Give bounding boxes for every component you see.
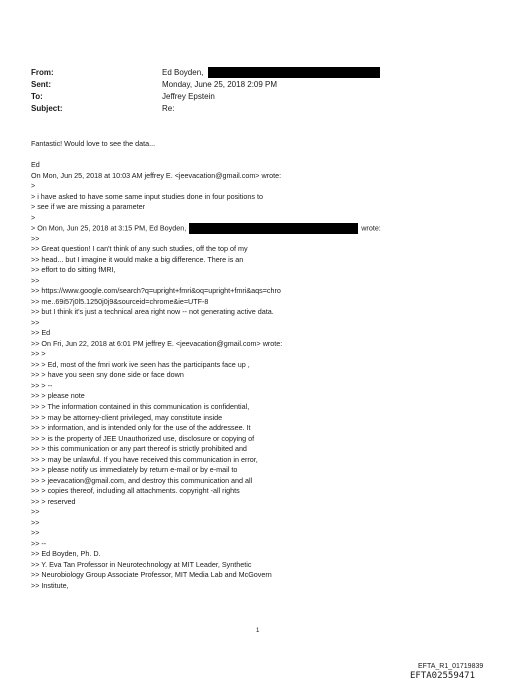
document-stamp-efta: EFTA02559471 (410, 671, 476, 681)
body-line-text: > On Mon, Jun 25, 2018 at 3:15 PM, Ed Boyden, (31, 223, 187, 233)
body-line: Fantastic! Would love to see the data... (31, 139, 156, 148)
body-line: > (31, 212, 36, 222)
body-line: Ed (31, 160, 40, 170)
body-line: >> > jeevacation@gmail.com, and destroy this communication and all (31, 475, 253, 485)
body-line: >> Neurobiology Group Associate Professor, MIT Media Lab and McGovern (31, 570, 272, 580)
subject-row (0, 103, 512, 115)
body-line: On Mon, Jun 25, 2018 at 10:03 AM jeffrey E. <jeevacation@gmail.com> wrote: (31, 170, 282, 180)
subject-label: Subject: (31, 104, 63, 113)
body-line: >> Ed Boyden, Ph. D. (31, 549, 101, 559)
body-line: >> Ed (31, 328, 51, 338)
body-line: >> > copies thereof, including all attachments. copyright -all rights (31, 486, 240, 496)
to-row (0, 91, 512, 103)
body-line: >> > reserved (31, 496, 76, 506)
body-line: >> > information, and is intended only for the use of the addressee. It (31, 423, 251, 433)
page-number: 1 (256, 628, 260, 634)
body-line: >> > please note (31, 391, 85, 401)
body-line: > see if we are missing a parameter (31, 202, 146, 212)
body-line: > (31, 181, 36, 191)
body-line: >> Institute, (31, 580, 69, 590)
body-line: >> (31, 233, 40, 243)
body-line: >> (31, 528, 40, 538)
body-line: >> > please notify us immediately by return e-mail or by e-mail to (31, 465, 238, 475)
to-value: Jeffrey Epstein (162, 92, 215, 101)
redaction-bar (189, 223, 358, 234)
body-line: >> > this communication or any part thereof is strictly prohibited and (31, 444, 247, 454)
from-row (0, 67, 512, 79)
body-line: >> (31, 517, 40, 527)
body-line: >> On Fri, Jun 22, 2018 at 6:01 PM jeffrey E. <jeevacation@gmail.com> wrote: (31, 338, 283, 348)
body-line: >> > have you seen sny done side or face down (31, 370, 184, 380)
body-line: >> Great question! I can't think of any such studies, off the top of my (31, 244, 248, 254)
body-line: >> https://www.google.com/search?q=upright+fmri&oq=upright+fmri&aqs=chro (31, 286, 281, 296)
body-line: >> (31, 507, 40, 517)
body-line: > i have asked to have some same input studies done in four positions to (31, 191, 263, 201)
document-stamp-id: EFTA_R1_01719839 (418, 663, 484, 670)
body-line: >> me..69i57j0l5.1250j0j9&sourceid=chrome&ie=UTF-8 (31, 296, 209, 306)
from-name: Ed Boyden, (162, 68, 204, 77)
body-line: >> head... but I imagine it would make a big difference. There is an (31, 254, 244, 264)
redaction-bar (208, 67, 380, 78)
body-line: >> Y. Eva Tan Professor in Neurotechnology at MIT Leader, Synthetic (31, 559, 252, 569)
body-line: >> > The information contained in this communication is confidential, (31, 402, 250, 411)
body-line: >> (31, 275, 40, 285)
body-line: >> > -- (31, 380, 53, 390)
sent-row (0, 79, 512, 91)
from-value (162, 67, 380, 79)
body-line-suffix: wrote: (361, 223, 381, 233)
sent-value: Monday, June 25, 2018 2:09 PM (162, 80, 278, 89)
body-line: >> > may be unlawful. If you have received this communication in error, (31, 454, 258, 464)
body-line (31, 223, 381, 233)
body-line: >> (31, 317, 40, 327)
subject-value: Re: (162, 104, 175, 113)
body-line: >> -- (31, 538, 47, 548)
from-label: From: (31, 68, 54, 77)
body-line: >> but I think it's just a technical area right now -- not generating active data. (31, 307, 274, 317)
body-line: >> > may be attorney-client privileged, may constitute inside (31, 412, 223, 422)
body-line: >> > (31, 349, 46, 359)
to-label: To: (31, 92, 43, 101)
body-line: >> effort to do sitting fMRI, (31, 265, 116, 275)
body-line: >> > Ed, most of the fmri work ive seen has the participants face up , (31, 359, 250, 369)
sent-label: Sent: (31, 80, 51, 89)
body-line: >> > is the property of JEE Unauthorized use, disclosure or copying of (31, 433, 255, 443)
